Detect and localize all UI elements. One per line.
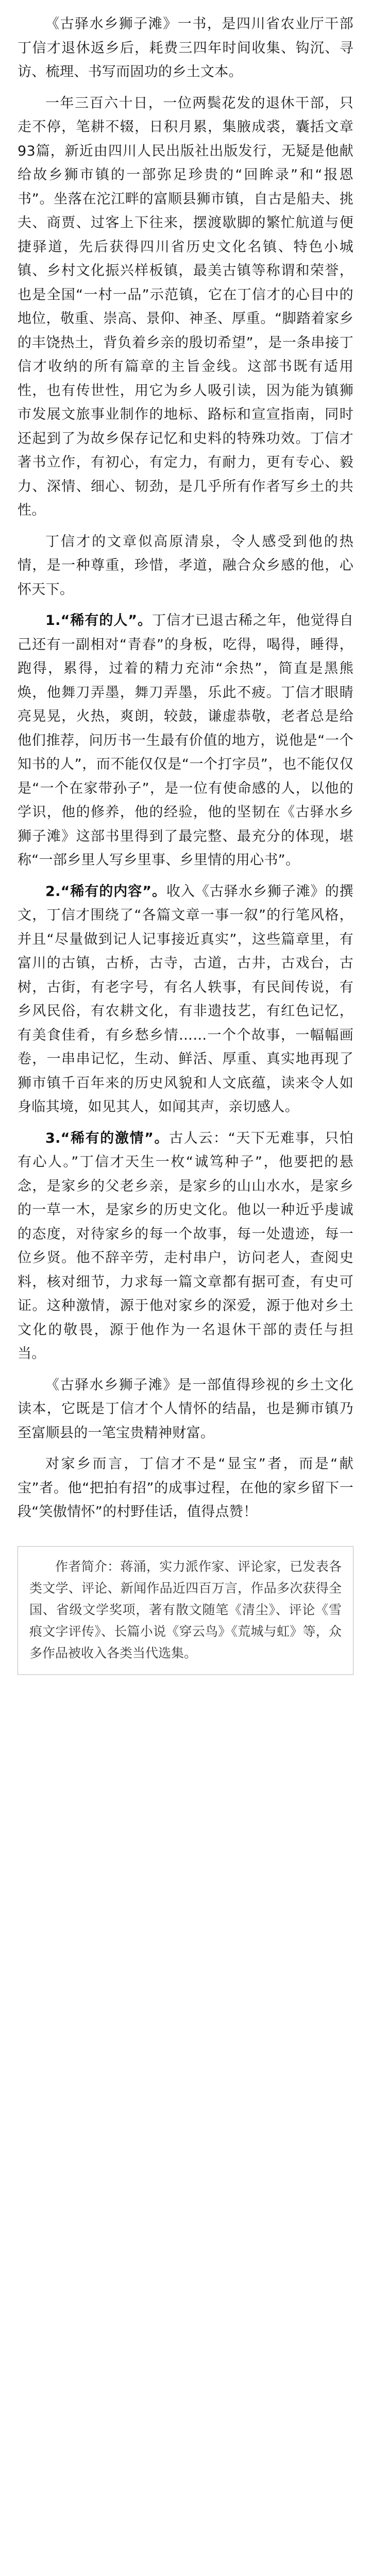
- section-3-body: 古人云：“天下无难事，只怕有心人。”丁信才天生一枚“诚笃种子”，他要把的悬念，是家乡的父老乡亲，是家乡的山山水水，是家乡的一草一木，是家乡的历史文化。他以一种近乎虔诚的态度，对待家乡的每一个故事，每一处遗迹，每一位乡贤。他不辞辛劳，走村串户，访问老人，查阅史料，核对细节，力求每一篇文章都有据可查，有史可证。这种激情，源于他对家乡的深爱，源于他对乡土文化的敬畏，源于他作为一名退休干部的责任与担当。: [18, 1130, 353, 1362]
- author-bio: 作者简介：蒋涌，实力派作家、评论家，已发表各类文学、评论、新闻作品近四百万言，作品多次获得全国、省级文学奖项，著有散文随笔《清尘》、评论《雪痕文字评传》、长篇小说《穿云鸟》《荒城与虹》等，众多作品被收入各类当代选集。: [29, 1558, 342, 1660]
- section-3: [18, 1127, 353, 1366]
- author-bio-box: [18, 1546, 353, 1675]
- section-1-body: 丁信才已退古稀之年，他觉得自己还有一副相对“青春”的身板，吃得，喝得，睡得，跑得，累得，过着的精力充沛“余热”，简直是黑熊焕，他舞刀弄墨，舞刀弄墨，乐此不疲。丁信才眼睛亮晃晃，火热，爽朗，较鼓，谦虚恭敬，老者总是给他们推荐，问历书一生最有价值的地方，说他是“一个知书的人”，而不能仅仅是“一个打字员”，也不能仅仅是“一个在家带孙子”，是一位有使命感的人，以他的学识，他的修养，他的经验，他的坚韧在《古驿水乡狮子滩》这部书里得到了最完整、最充分的体现，堪称“一部乡里人写乡里事、乡里情的用心书”。: [18, 613, 353, 868]
- paragraph-closing-1: 《古驿水乡狮子滩》是一部值得珍视的乡土文化读本，它既是丁信才个人情怀的结晶，也是狮市镇乃至富顺县的一笔宝贵精神财富。: [18, 1377, 353, 1441]
- section-2-title: 2.“稀有的内容”。: [45, 883, 166, 900]
- section-1: [18, 609, 353, 873]
- section-3-title: 3.“稀有的激情”。: [45, 1130, 170, 1146]
- section-2: [18, 880, 353, 1120]
- paragraph-body-2: 丁信才的文章似高原清泉，令人感受到他的热情，是一种尊重，珍惜，孝道，融合众乡感的他，心怀天下。: [18, 533, 353, 598]
- section-2-body: 收入《古驿水乡狮子滩》的撰文，丁信才围绕了“各篇文章一事一叙”的行笔风格，并且“尽量做到记人记事接近真实”，这些篇章里，有富川的古镇，古桥，古寺，古道，古井，古戏台，古树，古街，有老字号，有名人轶事，有民间传说，有乡风民俗，有农耕文化，有非遗技艺，有红色记忆，有美食佳肴，有乡愁乡情……一个个故事，一幅幅画卷，一串串记忆，生动、鲜活、厚重、真实地再现了狮市镇千百年来的历史风貌和人文底蕴，读来令人如身临其境，如见其人，如闻其声，亲切感人。: [18, 883, 353, 1115]
- paragraph-intro: 《古驿水乡狮子滩》一书，是四川省农业厅干部丁信才退休返乡后，耗费三四年时间收集、钩沉、寻访、梳理、书写而固功的乡土文本。: [18, 16, 353, 80]
- section-1-title: 1.“稀有的人”。: [45, 613, 152, 629]
- paragraph-body-1: 一年三百六十日，一位两鬓花发的退休干部，只走不停，笔耕不辍，日积月累，集腋成裘，囊括文章93篇，新近由四川人民出版社出版发行，无疑是他献给故乡狮市镇的一部弥足珍贵的“回眸录”和“报恩书”。坐落在沱江畔的富顺县狮市镇，自古是船夫、挑夫、商贾、过客上下往来，摆渡歇脚的繁忙航道与便捷驿道，先后获得四川省历史文化名镇、特色小城镇、乡村文化振兴样板镇，最美古镇等称谓和荣誉，也是全国“一村一品”示范镇，它在丁信才的心目中的地位，敬重、崇高、景仰、神圣、厚重。“脚踏着家乡的丰饶热土，背负着乡亲的殷切希望”，是一条串接丁信才收纳的所有篇章的主旨金线。这部书既有适用性，也有传世性，用它为乡人吸引读，因为能为镇狮市发展文旅事业制作的地标、路标和宣宣指南，同时还起到了为故乡保存记忆和史料的特殊功效。丁信才著书立作，有初心，有定力，有耐力，更有专心、毅力、深情、细心、韧劲，是几乎所有作者写乡土的共性。: [18, 95, 353, 518]
- paragraph-closing-2: 对家乡而言，丁信才不是“显宝”者，而是“献宝”者。他“把拍有招”的成事过程，在他的家乡留下一段“笑傲情怀”的村野佳话，值得点赞！: [18, 1456, 353, 1520]
